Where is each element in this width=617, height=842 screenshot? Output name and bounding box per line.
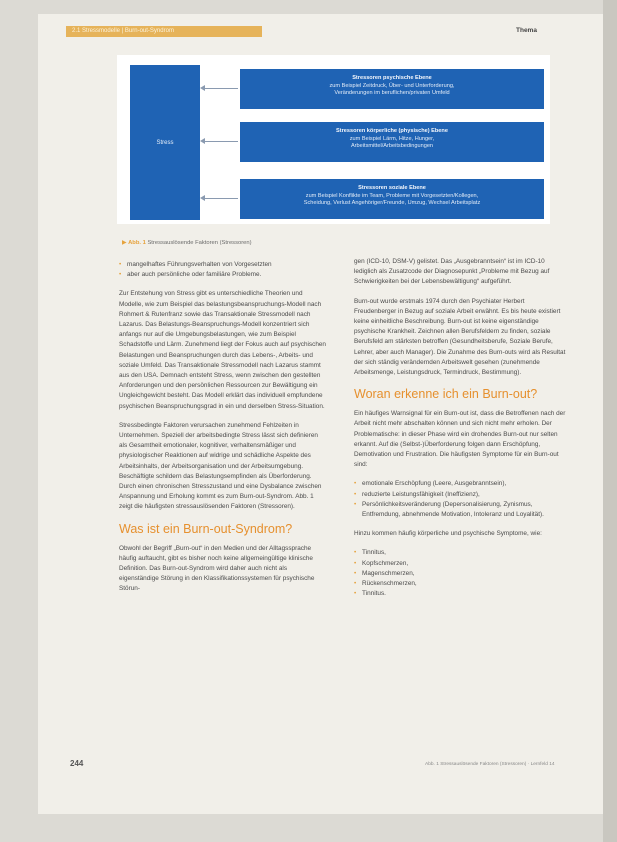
section-heading: Woran erkenne ich ein Burn-out? (354, 387, 538, 402)
chapter-header-bar: 2.1 Stressmodelle | Burn-out-Syndrom (66, 26, 262, 37)
section-heading: Was ist ein Burn-out-Syndrom? (119, 521, 293, 536)
paragraph: Zur Entstehung von Stress gibt es unterschiedliche Theorien und Modelle, wie zum Beispiel das belastungsbeanspruchungs-Modell nach Rohmert & Rutenfranz sowie das Transaktionale Stressmodell nach Lazarus. Das Belastungs-Beanspruchungs-Modell konzentriert sich anfangs nur auf die Umgebungsbelastungen, wie zum Beispiel Schadstoffe und Lärm. Zunehmend liegt der Fokus auch auf psychischen Belastungen und Beanspruchungen durch das Lebens-, Arbeits- und soziale Umfeld. Das Transaktionale Stressmodell nach Lazarus stammt aus den USA. Demnach entsteht Stress, wenn zwischen den gestellten Anforderungen und den persönlichen Ressourcen zur Bewältigung ein Ungleichgewicht besteht. Das Modell erklärt das individuell empfundene psychischen Beanspruchungsgrad in ein und derselben Stress-Situation. (119, 290, 326, 410)
left-column (119, 260, 326, 604)
caption-label: Abb. 1 (128, 240, 146, 246)
stressor-line: zum Beispiel Lärm, Hitze, Hunger, (349, 135, 435, 142)
paragraph: Obwohl der Begriff „Burn-out“ in den Medien und der Alltagssprache häufig auftaucht, gibt es bisher noch keine allgemeingültige klinische Definition. Das Burn-out-Syndrom wird daher auch nicht als eigenständige Störung in den Klassifikationssystemen für psychische Störun- (119, 544, 315, 593)
symptom-list (354, 548, 567, 599)
list-item: • reduzierte Leistungsfähigkeit (Ineffizienz), (354, 490, 567, 500)
stress-box (130, 65, 200, 220)
list-item: • Persönlichkeitsveränderung (Depersonalisierung, Zynismus, Entfremdung, abnehmende Motivation, Intoleranz und Loyalität). (354, 500, 567, 520)
figure-caption (122, 240, 252, 246)
topic-label: Thema (516, 27, 537, 34)
arrow-icon (202, 198, 238, 199)
paragraph: Burn-out wurde erstmals 1974 durch den Psychiater Herbert Freudenberger in Bezug auf soziale Arbeit erwähnt. Es bis heute existiert keine einheitliche Beschreibung. Burn-out ist keine eigenständige psychische Krankheit. Zeichnen allen Berufsfeldern zu finden, soziale Berufsfeld am stärksten betroffen (Gesundheitsberufe, Soziale Berufe, Lehrer, aber auch Manager). Die Zunahme des Burn-outs wird als Resultat der sich ständig verändernden Arbeitswelt gesehen (zunehmende Arbeitsmenge, Leistungsdruck, Termindruck, Bestimmung). (354, 297, 566, 377)
paragraph: Stressbedingte Faktoren verursachen zunehmend Fehlzeiten in Unternehmen. Speziell der arbeitsbedingte Stress lässt sich definieren als Gesamtheit emotionaler, kognitiver, verhaltensmäßiger und physiologischer Reaktionen auf widrige und schädliche Aspekte des Arbeitsinhalts, der Arbeitsorganisation und der Arbeitsumgebung. Beschäftigte schildern das Belastungsempfinden als Überforderung. Durch einen chronischen Stresszustand und eine Dysbalance zwischen Anspannung und Erholung kommt es zum Burn-out-Syndrom. Abb. 1 zeigt die häufigsten stressauslösenden Faktoren (Stressoren). (119, 421, 322, 511)
paragraph: Ein häufiges Warnsignal für ein Burn-out ist, dass die Betroffenen nach der Arbeit nicht mehr abschalten können und sich nicht mehr erholen. Der Problematische: in dieser Phase wird ein drohendes Burn-out nur selten erkannt. Auf die (Selbst-)Überforderung folgen dann Erschöpfung, Demotivation und Frustration. Die häufigsten Symptome für ein Burn-out sind: (354, 410, 566, 469)
stressor-box-sozial (240, 179, 544, 219)
footer-text: Abb. 1 Stressauslösende Faktoren (Stressoren) · Lernfeld 14 (425, 762, 555, 767)
bullet-list (119, 260, 326, 280)
page-number: 244 (70, 759, 84, 768)
arrow-icon (202, 88, 238, 89)
stress-label: Stress (156, 139, 174, 146)
list-item: • Rückenschmerzen, (354, 579, 567, 589)
list-item: • emotionale Erschöpfung (Leere, Ausgebranntsein), (354, 479, 567, 489)
stressor-title: Stressoren soziale Ebene (358, 185, 426, 191)
stressor-line: zum Beispiel Konflikte im Team, Probleme mit Vorgesetzten/Kollegen, (305, 192, 479, 199)
stressor-line: Arbeitsmittel/Arbeitsbedingungen (350, 143, 434, 150)
arrow-marker-icon: ▶ (122, 240, 127, 246)
right-column (354, 257, 567, 608)
symptom-list (354, 479, 567, 520)
list-item: • aber auch persönliche oder familiäre Probleme. (119, 270, 326, 280)
list-item: • Kopfschmerzen, (354, 559, 567, 569)
stressor-box-koerperlich (240, 122, 544, 162)
list-item: • Tinnitus, (354, 548, 567, 558)
list-item: • Magenschmerzen, (354, 569, 567, 579)
paragraph: gen (ICD-10, DSM-V) gelistet. Das „Ausgebranntsein“ ist im ICD-10 lediglich als Zusatzcode der Diagnosepunkt „Probleme mit Bezug auf Schwierigkeiten bei der Lebensbewältigung“ aufgeführt. (354, 258, 550, 286)
stressor-title: Stressoren psychische Ebene (352, 75, 432, 81)
arrow-icon (202, 141, 238, 142)
stressor-title: Stressoren körperliche (physische) Ebene (336, 128, 448, 134)
stressor-line: zum Beispiel Zeitdruck, Über- und Unterforderung, (329, 82, 455, 89)
page-edge-shadow (603, 0, 617, 842)
list-item: • mangelhaftes Führungsverhalten von Vorgesetzten (119, 260, 326, 270)
stressor-line: Veränderungen im beruflichen/privaten Umfeld (334, 90, 450, 97)
stressor-line: Scheidung, Verlust Angehöriger/Freunde, Umzug, Wechsel Arbeitsplatz (303, 200, 481, 207)
paragraph: Hinzu kommen häufig körperliche und psychische Symptome, wie: (354, 530, 542, 538)
stressor-box-psychisch (240, 69, 544, 109)
caption-text: Stressauslösende Faktoren (Stressoren) (147, 240, 252, 246)
list-item: • Tinnitus. (354, 589, 567, 599)
